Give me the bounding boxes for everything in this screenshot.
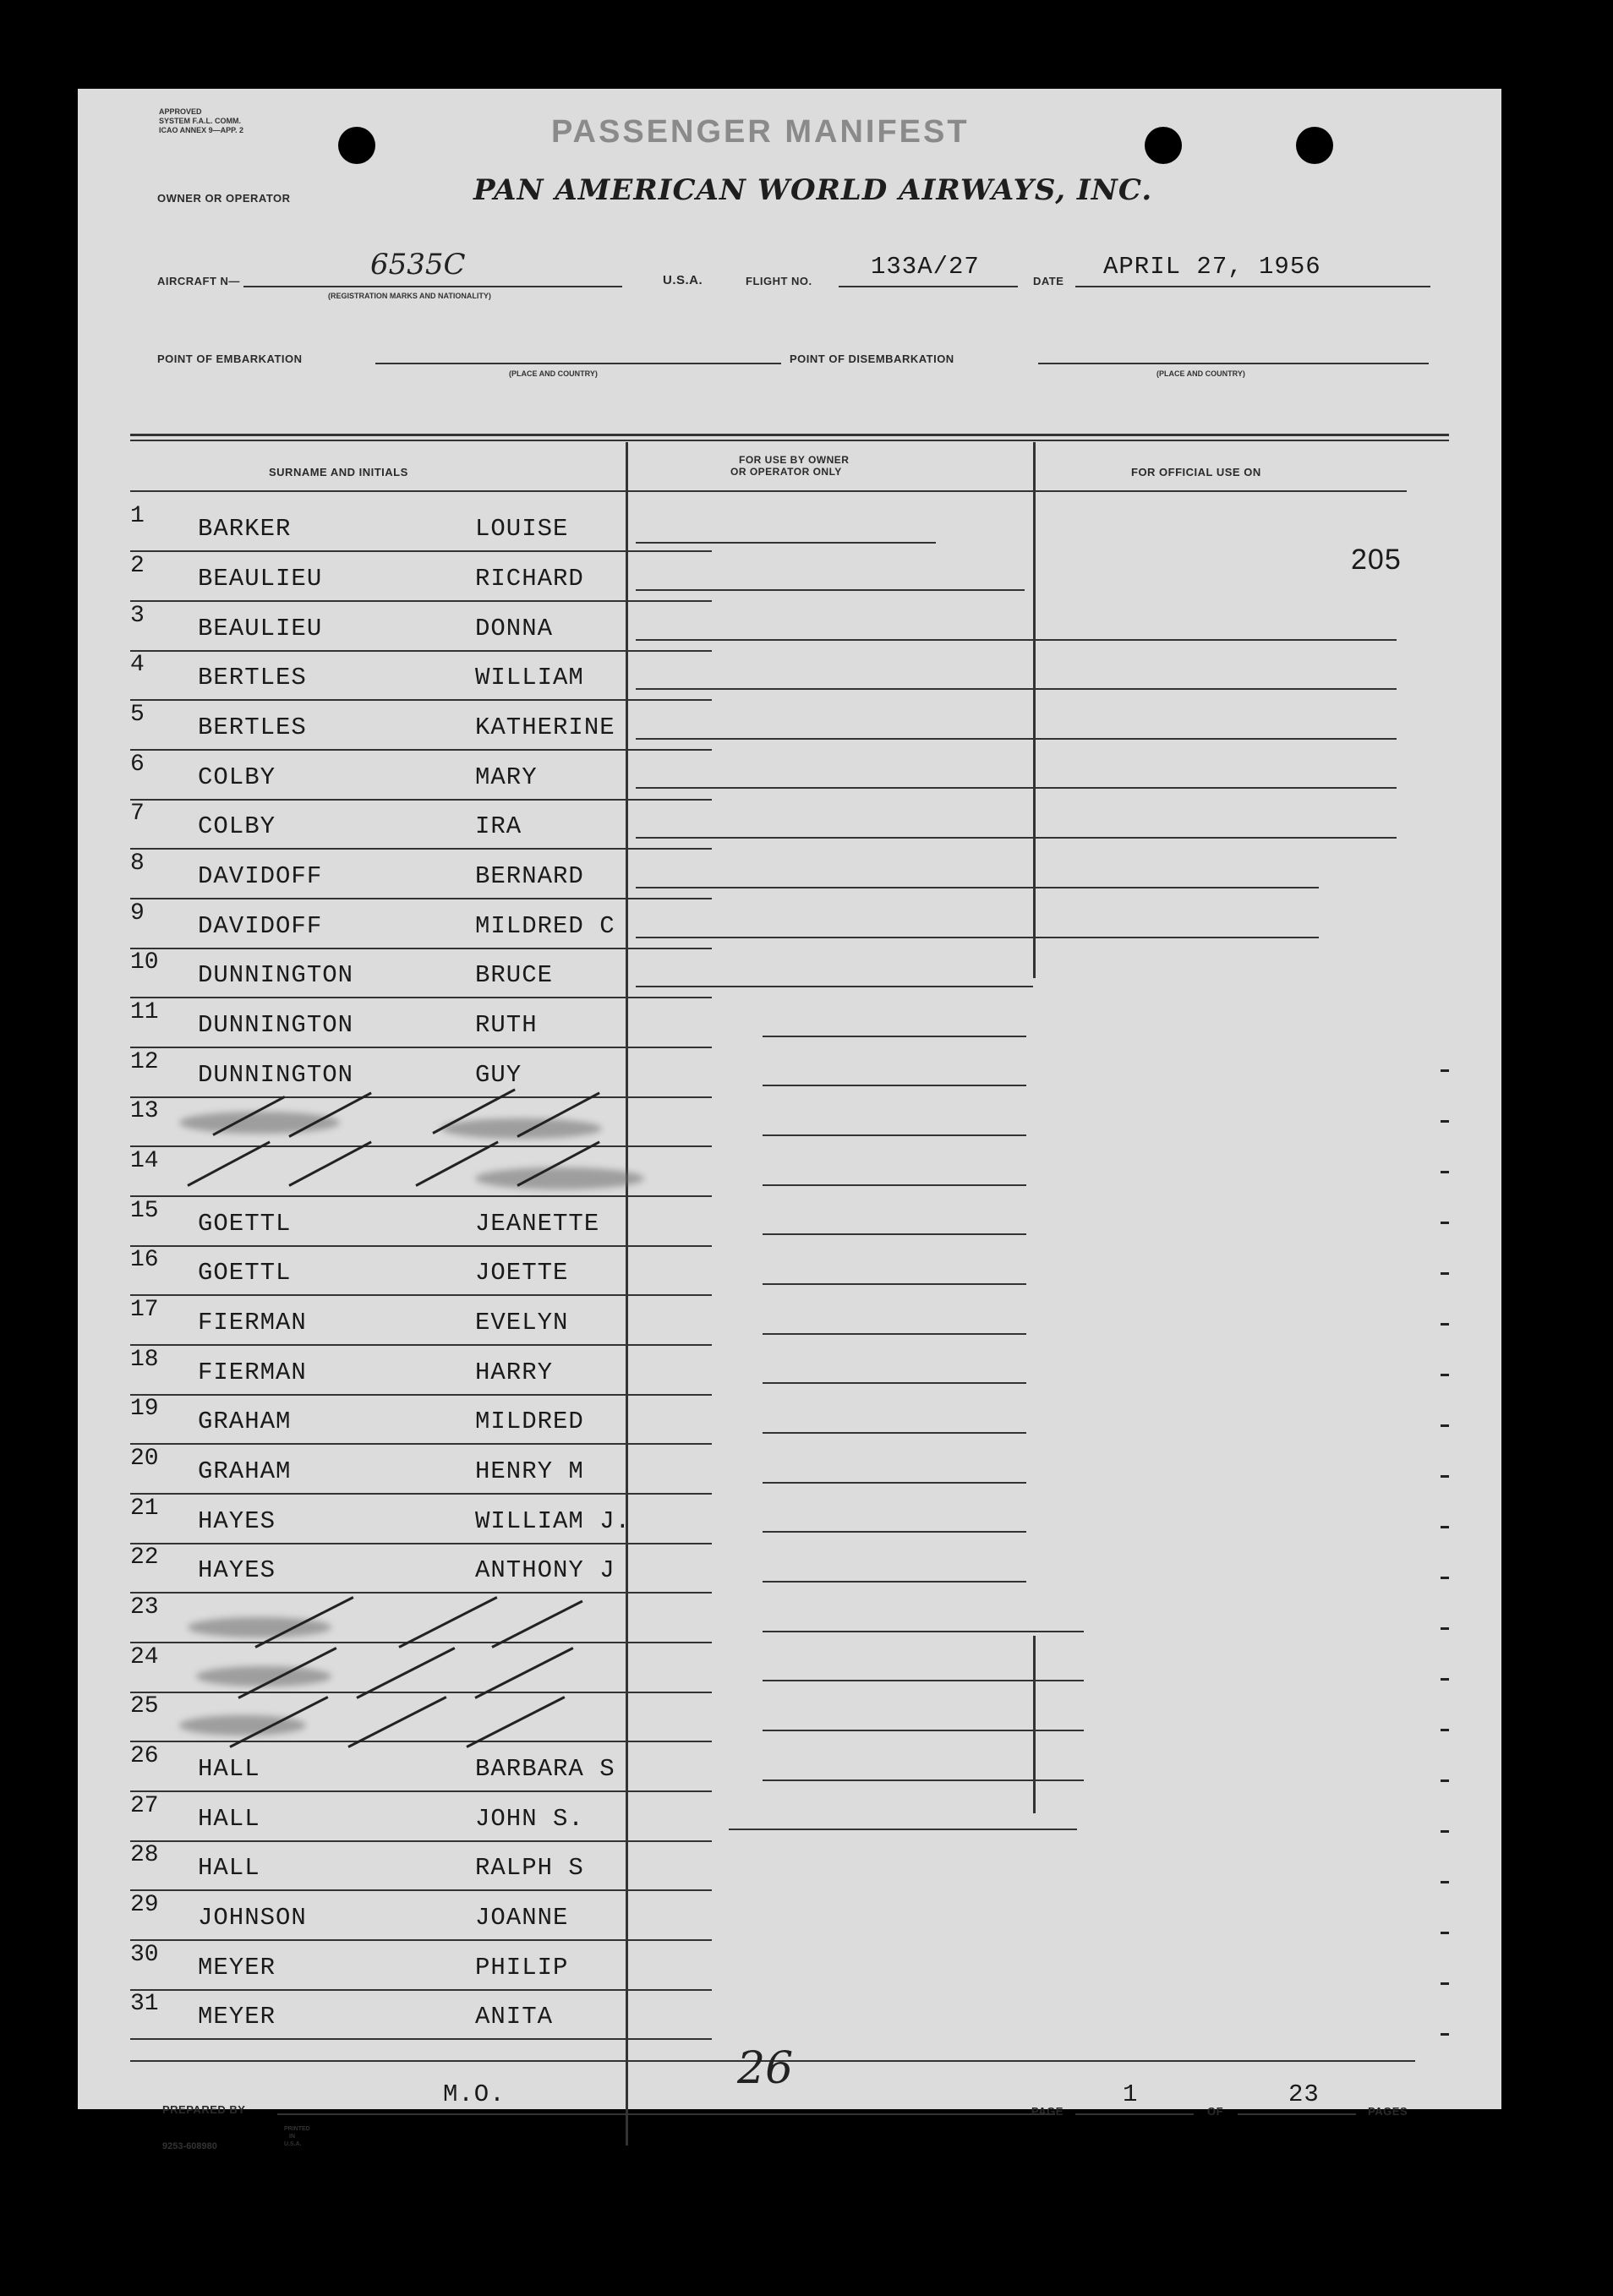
passenger-given-name: RICHARD [475,565,584,593]
passenger-surname: DAVIDOFF [198,912,323,940]
embarkation-label: POINT OF EMBARKATION [157,353,303,365]
passenger-surname: BEAULIEU [198,615,323,642]
passenger-surname: GRAHAM [198,1457,292,1485]
row-number: 2 [130,553,145,579]
row-number: 23 [130,1594,159,1621]
flight-label: FLIGHT NO. [746,275,812,287]
row-rule [130,997,712,998]
table-row [78,1446,1501,1495]
row-number: 10 [130,949,159,976]
passenger-given-name: JOHN S. [475,1805,584,1833]
page-underline [1075,2113,1194,2115]
embarkation-caption: (PLACE AND COUNTRY) [509,369,598,378]
table-row [78,1495,1501,1544]
flight-value: 133A/27 [871,253,980,281]
passenger-given-name: MILDRED [475,1408,584,1435]
row-number: 18 [130,1347,159,1373]
table-row [78,1942,1501,1991]
approval-line-1: APPROVED [159,107,202,116]
aircraft-value: 6535C [370,248,466,282]
row-rule [130,848,712,850]
table-row [78,503,1501,552]
row-number: 9 [130,900,145,927]
row-rule [130,1592,712,1594]
passenger-surname: HALL [198,1755,260,1783]
passenger-surname: BERTLES [198,664,307,692]
passenger-given-name: MILDRED C [475,912,615,940]
passenger-given-name: EVELYN [475,1309,569,1337]
country-label: U.S.A. [663,273,703,287]
row-rule [130,1790,712,1792]
passenger-given-name: MARY [475,763,538,791]
passenger-surname: MEYER [198,2003,276,2031]
col-header-owner-2: OR OPERATOR ONLY [730,466,842,478]
row-rule [130,1493,712,1495]
passenger-surname: DAVIDOFF [198,862,323,890]
row-number: 19 [130,1396,159,1422]
row-number: 26 [130,1743,159,1769]
margin-tick [1441,1678,1449,1681]
margin-tick [1441,1982,1449,1985]
table-row [78,1396,1501,1445]
passenger-given-name: BRUCE [475,961,554,989]
row-number: 30 [130,1942,159,1968]
row-number: 15 [130,1198,159,1224]
table-row [78,850,1501,899]
table-row [78,702,1501,751]
row-rule [130,1195,712,1197]
passenger-given-name: GUY [475,1061,522,1089]
row-rule [130,1443,712,1445]
passenger-given-name: JOANNE [475,1904,569,1932]
row-number: 7 [130,801,145,827]
owner-label: OWNER OR OPERATOR [157,192,291,205]
handwritten-total: 26 [737,2043,794,2094]
row-number: 31 [130,1991,159,2017]
punch-hole [1296,127,1333,164]
table-row [78,1247,1501,1296]
row-rule [130,1741,712,1742]
row-number: 12 [130,1049,159,1075]
airline-name: PAN AMERICAN WORLD AIRWAYS, INC. [473,173,1153,207]
passenger-surname: GOETTL [198,1259,292,1287]
table-top-rule [130,434,1449,436]
date-value: APRIL 27, 1956 [1103,253,1321,281]
row-number: 8 [130,850,145,877]
passenger-given-name: RALPH S [475,1854,584,1882]
margin-tick [1441,1272,1449,1275]
printed-in-3: U.S.A. [284,2141,302,2147]
pages-label: PAGES [1368,2105,1408,2118]
aircraft-underline [243,286,622,287]
passenger-surname: DUNNINGTON [198,1011,354,1039]
margin-tick [1441,1881,1449,1883]
punch-hole [1145,127,1182,164]
row-number: 24 [130,1644,159,1670]
table-row [78,1198,1501,1247]
row-number: 17 [130,1297,159,1323]
row-rule [130,1642,712,1643]
passenger-surname: HALL [198,1805,260,1833]
passenger-given-name: ANITA [475,2003,554,2031]
page-label: PAGE [1031,2105,1063,2118]
margin-tick [1441,1424,1449,1427]
registration-caption: (REGISTRATION MARKS AND NATIONALITY) [328,292,491,300]
prepared-by-label: PREPARED BY [162,2103,246,2116]
page-value: 1 [1123,2080,1139,2108]
row-number: 11 [130,999,159,1025]
margin-tick [1441,1932,1449,1934]
printed-in-2: IN [289,2134,295,2140]
table-row [78,1347,1501,1396]
table-row [78,1693,1501,1742]
passenger-surname: GOETTL [198,1210,292,1238]
margin-tick [1441,1779,1449,1782]
table-row [78,1049,1501,1098]
table-row [78,752,1501,801]
embarkation-underline [375,363,781,364]
table-row [78,949,1501,998]
margin-tick [1441,2033,1449,2036]
margin-tick [1441,1374,1449,1376]
margin-tick [1441,1323,1449,1326]
total-pages: 23 [1288,2080,1320,2108]
passenger-given-name: RUTH [475,1011,538,1039]
form-number: 9253-608980 [162,2141,217,2151]
table-row [78,900,1501,949]
passenger-given-name: PHILIP [475,1954,569,1982]
approval-line-3: ICAO ANNEX 9—APP. 2 [159,126,244,134]
margin-tick [1441,1069,1449,1072]
row-number: 29 [130,1892,159,1918]
margin-tick [1441,1627,1449,1630]
passenger-given-name: WILLIAM [475,664,584,692]
row-number: 27 [130,1793,159,1819]
passenger-surname: BEAULIEU [198,565,323,593]
col-header-names: SURNAME AND INITIALS [269,466,408,478]
passenger-given-name: BERNARD [475,862,584,890]
side-note-205: 205 [1351,544,1402,576]
col-header-official: FOR OFFICIAL USE ON [1131,466,1261,478]
passenger-surname: FIERMAN [198,1309,307,1337]
passenger-surname: HALL [198,1854,260,1882]
margin-tick [1441,1171,1449,1173]
passenger-surname: DUNNINGTON [198,961,354,989]
row-number: 22 [130,1544,159,1571]
margin-tick [1441,1526,1449,1528]
row-rule [130,600,712,602]
table-row [78,999,1501,1048]
form-title: PASSENGER MANIFEST [551,114,970,150]
row-number: 14 [130,1148,159,1174]
table-row [78,603,1501,652]
row-rule [130,699,712,701]
row-rule [130,1939,712,1941]
table-row [78,1842,1501,1891]
passenger-given-name: ANTHONY J [475,1556,615,1584]
passenger-surname: DUNNINGTON [198,1061,354,1089]
aircraft-label: AIRCRAFT N— [157,275,240,287]
passenger-surname: JOHNSON [198,1904,307,1932]
row-rule [130,1145,712,1147]
row-number: 6 [130,752,145,778]
row-number: 21 [130,1495,159,1522]
row-rule [130,550,712,552]
erasure-smudge [475,1167,644,1189]
row-rule [130,749,712,751]
prepared-by-value: M.O. [443,2080,506,2108]
passenger-given-name: KATHERINE [475,713,615,741]
passenger-given-name: DONNA [475,615,554,642]
passenger-surname: COLBY [198,763,276,791]
row-rule [130,1294,712,1296]
margin-tick [1441,1475,1449,1478]
passenger-given-name: HENRY M [475,1457,584,1485]
disembarkation-underline [1038,363,1429,364]
table-row [78,553,1501,602]
disembarkation-label: POINT OF DISEMBARKATION [790,353,954,365]
margin-tick [1441,1830,1449,1833]
table-row [78,1991,1501,2040]
table-row [78,1892,1501,1941]
row-number: 20 [130,1446,159,1472]
table-header-rule [130,490,1407,492]
row-rule [130,2038,712,2040]
passenger-given-name: JEANETTE [475,1210,600,1238]
passenger-surname: FIERMAN [198,1358,307,1386]
passenger-given-name: WILLIAM J. [475,1507,632,1535]
of-label: OF [1207,2105,1224,2118]
date-underline [1075,286,1430,287]
row-number: 13 [130,1098,159,1124]
passenger-surname: BARKER [198,515,292,543]
passenger-given-name: BARBARA S [475,1755,615,1783]
table-row [78,1743,1501,1792]
passenger-given-name: HARRY [475,1358,554,1386]
table-row [78,1793,1501,1842]
table-row [78,1148,1501,1197]
table-row [78,801,1501,850]
passenger-surname: HAYES [198,1507,276,1535]
punch-hole [338,127,375,164]
passenger-surname: GRAHAM [198,1408,292,1435]
flight-underline [839,286,1018,287]
table-row [78,1297,1501,1346]
row-number: 5 [130,702,145,728]
margin-tick [1441,1120,1449,1123]
row-rule [130,1344,712,1346]
passenger-surname: COLBY [198,812,276,840]
row-number: 1 [130,503,145,529]
date-label: DATE [1033,275,1064,287]
passenger-given-name: LOUISE [475,515,569,543]
table-row [78,652,1501,701]
row-number: 28 [130,1842,159,1868]
passenger-given-name: IRA [475,812,522,840]
manifest-sheet [78,89,1501,2151]
table-row [78,1544,1501,1594]
passenger-surname: HAYES [198,1556,276,1584]
printed-in-1: PRINTED [284,2126,310,2132]
row-rule [130,1889,712,1891]
prepared-by-underline [277,2113,1055,2115]
margin-tick [1441,1222,1449,1224]
row-number: 16 [130,1247,159,1273]
table-top-rule-2 [130,440,1449,441]
approval-line-2: SYSTEM F.A.L. COMM. [159,117,242,125]
row-number: 3 [130,603,145,629]
margin-tick [1441,1729,1449,1731]
total-pages-underline [1238,2113,1356,2115]
row-rule [130,898,712,899]
col-header-owner-1: FOR USE BY OWNER [739,454,850,466]
row-rule [130,1047,712,1048]
passenger-surname: MEYER [198,1954,276,1982]
row-number: 25 [130,1693,159,1719]
margin-tick [1441,1577,1449,1579]
disembarkation-caption: (PLACE AND COUNTRY) [1156,369,1245,378]
passenger-surname: BERTLES [198,713,307,741]
row-number: 4 [130,652,145,678]
passenger-given-name: JOETTE [475,1259,569,1287]
